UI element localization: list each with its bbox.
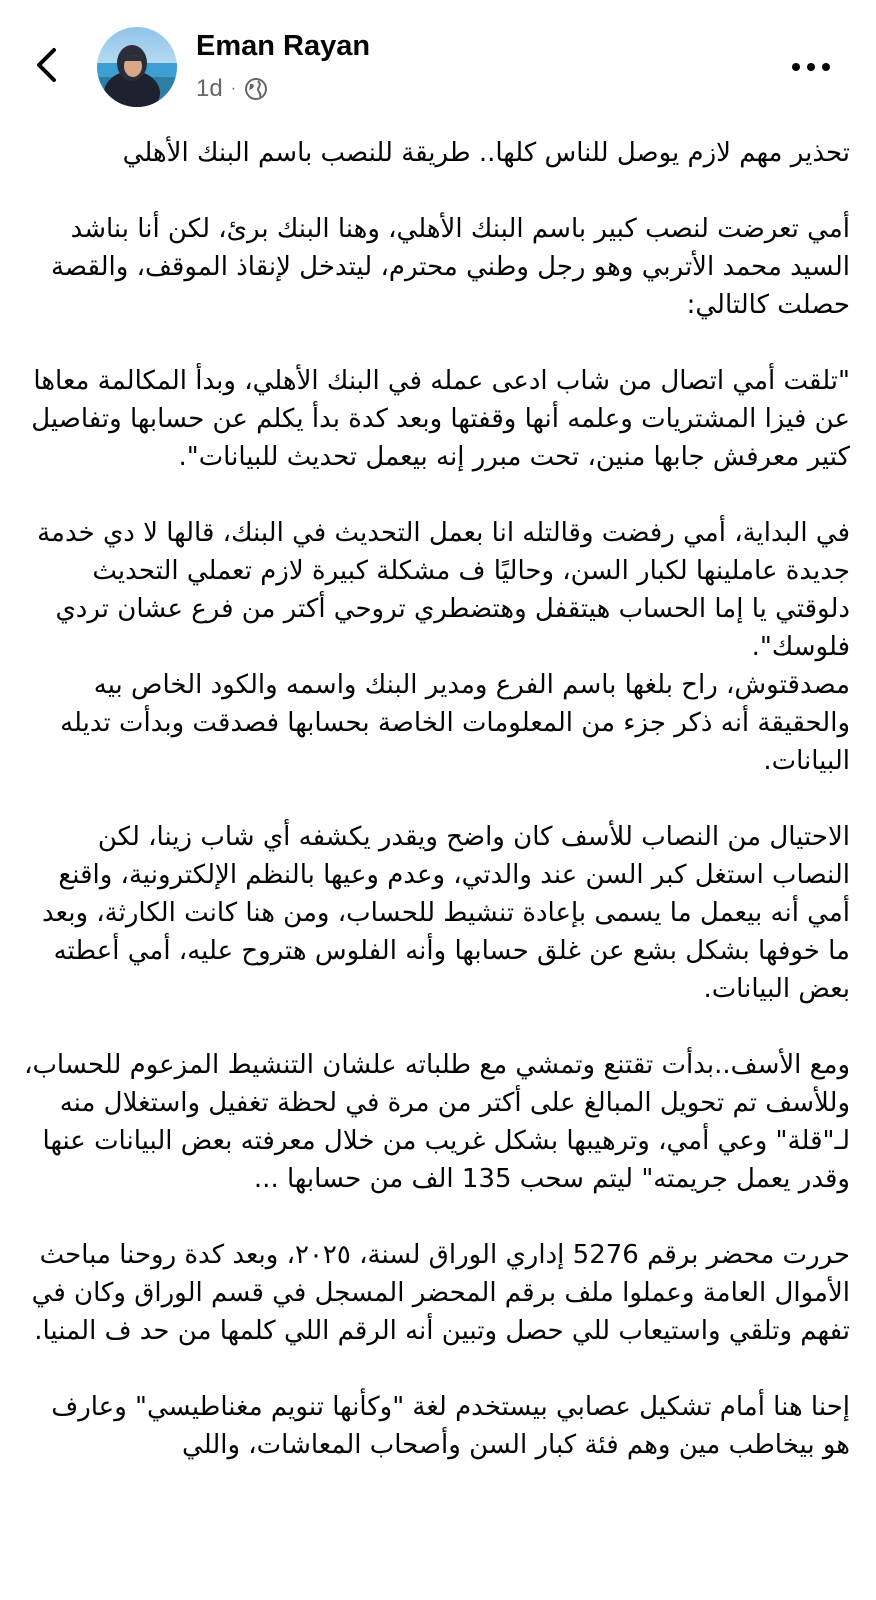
- post-paragraph: أمي تعرضت لنصب كبير باسم البنك الأهلي، وهنا البنك برئ، لكن أنا بناشد السيد محمد الأتربي وهو رجل وطني محترم، ليتدخل لإنقاذ الموقف، والقصة حصلت كالتالي:: [50, 214, 850, 320]
- post-paragraph: في البداية، أمي رفضت وقالتله انا بعمل التحديث في البنك، قالها لا دي خدمة جديدة عاملينها لكبار السن، وحاليًا ف مشكلة كبيرة لازم تعملي التحديث دلوقتي يا إما الحساب هيتقفل وهتضطري تروحي أكتر من فرع عشان تردي فلوسك".: [37, 518, 850, 662]
- post-body: [22, 134, 850, 1502]
- post-header: [0, 0, 876, 130]
- profile-photo: [97, 27, 177, 107]
- post-meta: [196, 74, 268, 104]
- meta-separator: ·: [230, 80, 237, 97]
- chevron-left-icon: [28, 40, 68, 90]
- more-options-button[interactable]: [786, 52, 836, 82]
- post-timestamp[interactable]: 1d: [196, 75, 223, 102]
- globe-icon[interactable]: [244, 77, 268, 101]
- post-paragraph: الاحتيال من النصاب للأسف كان واضح ويقدر يكشفه أي شاب زينا، لكن النصاب استغل كبر السن عند والدتي، وعدم وعيها بالنظم الإلكترونية، واقنع أمي أنه بيعمل ما يسمى بإعادة تنشيط للحساب، ومن هنا كانت الكارثة، وبعد ما خوفها بشكل بشع عن غلق حسابها وأنه الفلوس هتروح عليه، أمي أعطته بعض البيانات.: [42, 822, 850, 1004]
- post-paragraph: "تلقت أمي اتصال من شاب ادعى عمله في البنك الأهلي، وبدأ المكالمة معاها عن فيزا المشتريات وعلمه أنها وقفتها وبعد كدة بدأ يكلم عن حسابها وتفاصيل كتير معرفش جابها منين، تحت مبرر إنه بيعمل تحديث للبيانات".: [31, 366, 850, 472]
- author-name[interactable]: Eman Rayan: [196, 30, 371, 62]
- post-paragraph: ومع الأسف..بدأت تقتنع وتمشي مع طلباته علشان التنشيط المزعوم للحساب، وللأسف تم تحويل المبالغ على أكتر من مرة في لحظة تغفيل واستغلال منه لـ"قلة" وعي أمي، وترهيبها بشكل غريب من خلال معرفته بعض البيانات عنها وقدر يعمل جريمته" ليتم سحب 135 الف من حسابها ...: [24, 1050, 850, 1194]
- more-horizontal-icon: [786, 52, 836, 82]
- post-paragraph: مصدقتوش، راح بلغها باسم الفرع ومدير البنك واسمه والكود الخاص بيه والحقيقة أنه ذكر جزء من المعلومات الخاصة بحسابها فصدقت وبدأت تديله البيانات.: [60, 670, 850, 776]
- avatar[interactable]: [97, 27, 177, 107]
- back-button[interactable]: [28, 40, 68, 90]
- post-paragraph: حررت محضر برقم 5276 إداري الوراق لسنة، ٢٠٢٥، وبعد كدة روحنا مباحث الأموال العامة وعملوا ملف برقم المحضر المسجل في قسم الوراق وكان في تفهم وتلقي واستيعاب للي حصل وتبين أنه الرقم اللي كلمها من حد ف المنيا.: [31, 1240, 850, 1346]
- post-paragraph: إحنا هنا أمام تشكيل عصابي بيستخدم لغة "وكأنها تنويم مغناطيسي" وعارف هو بيخاطب مين وهم فئة كبار السن وأصحاب المعاشات، واللي: [51, 1392, 850, 1460]
- post-paragraph: تحذير مهم لازم يوصل للناس كلها.. طريقة للنصب باسم البنك الأهلي: [122, 138, 850, 168]
